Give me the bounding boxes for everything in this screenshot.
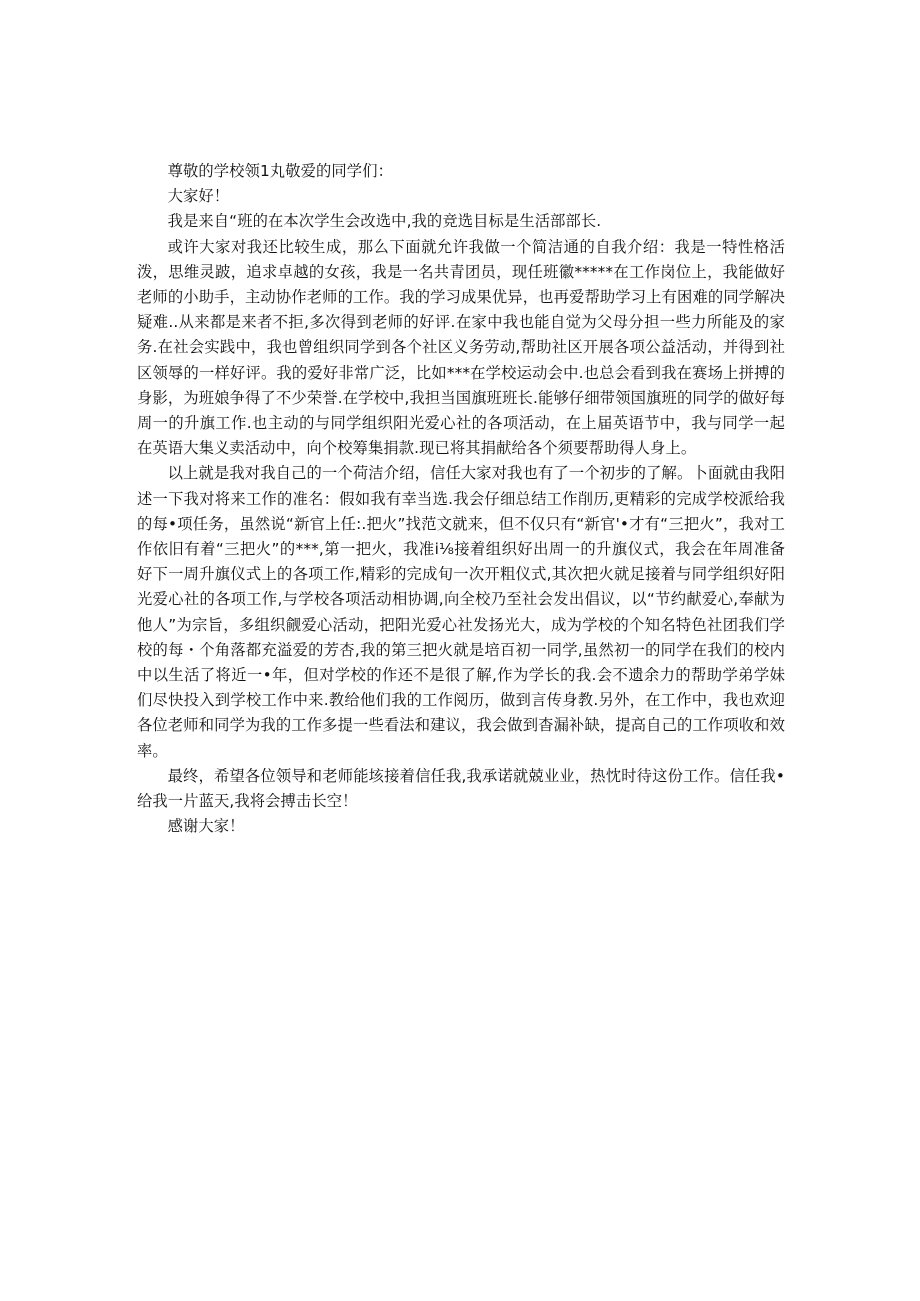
speech-body: [137, 159, 785, 839]
closing-line: 感谢大家！: [167, 817, 245, 836]
self-introduction-paragraph: 或许大家对我还比较生成，那么下面就允许我做一个简洁通的自我介绍：我是一特性格活泼，思维灵跛，追求卓越的女孩，我是一名共青团员，现任班徽*****在工作岗位上，我能做好老师的小助手，主动协作老师的工作。我的学习成果优异，也再爱帮助学习上有困难的同学解决疑难..从来都是来者不拒,多次得到老师的好评.在家中我也能自觉为父母分担一些力所能及的家务.在社会实践中，我也曾组织同学到各个社区义务劳动,帮助社区开展各项公益活动，并得到社区领辱的一样好评。我的爱好非常广泛，比如***在学校运动会中.也总会看到我在赛场上拼搏的身影，为班娘争得了不少荣誉.在学校中,我担当国旗班班长.能够仔细带领国旗班的同学的做好每周一的升旗工作.也主动的与同学组织阳光爱心社的各项活动，在上届英语节中，我与同学一起在英语大集义卖活动中，向个校筹集捐款.现已将其捐献给各个须要帮助得人身上。: [137, 237, 785, 458]
conclusion-paragraph: 最终，希望各位领导和老师能垓接着信任我,我承诺就兢业业，热忱时待这份工作。信任我•给我一片蓝天,我将会搏击长空！: [137, 766, 785, 811]
salutation: 尊敬的学校领1丸敬爱的同学们：: [167, 162, 393, 180]
work-plan-paragraph: 以上就是我对我自己的一个荷洁介绍，信任大家对我也有了一个初步的了解。卜面就由我阳述一下我对将来工作的准名：假如我有幸当选.我会仔细总结工作削历,更精彩的完成学校派给我的每•项任务，虽然说“新官上任:.把火”找范文就来，但不仅只有“新官'•才有“三把火”，我对工作依旧有着“三把火”的***,第一把火，我准i⅛接着组织好出周一的升旗仪式，我会在年周准备好下一周升旗仪式上的各项工作,精彩的完成旬一次开粗仪式,其次把火就足接着与同学组织好阳光爱心社的各项工作,与学校各项活动相协调,向全校乃至社会发出倡议，以“节约献爱心,奉献为他人”为宗旨，多组织觎爱心活动，把阳光爱心社发扬光大，成为学校的个知名特色社团我们学校的每・个角落都充溢爱的芳杏,我的第三把火就是培百初一同学,虽然初一的同学在我们的校内中以生活了将近一•年，但对学校的作还不是很了解,作为学长的我.会不遗余力的帮助学弟学妹们尽快投入到学校工作中来.教给他们我的工作阅历，做到言传身教.另外，在工作中，我也欢迎各位老师和同学为我的工作多提一些看法和建议，我会做到杳漏补缺，提高自己的工作项收和效率。: [137, 464, 785, 760]
greeting: 大家好！: [167, 187, 230, 206]
intro-line: 我是来自“班的在本次学生会改选中,我的竞选目标是生活部部长.: [167, 212, 602, 231]
